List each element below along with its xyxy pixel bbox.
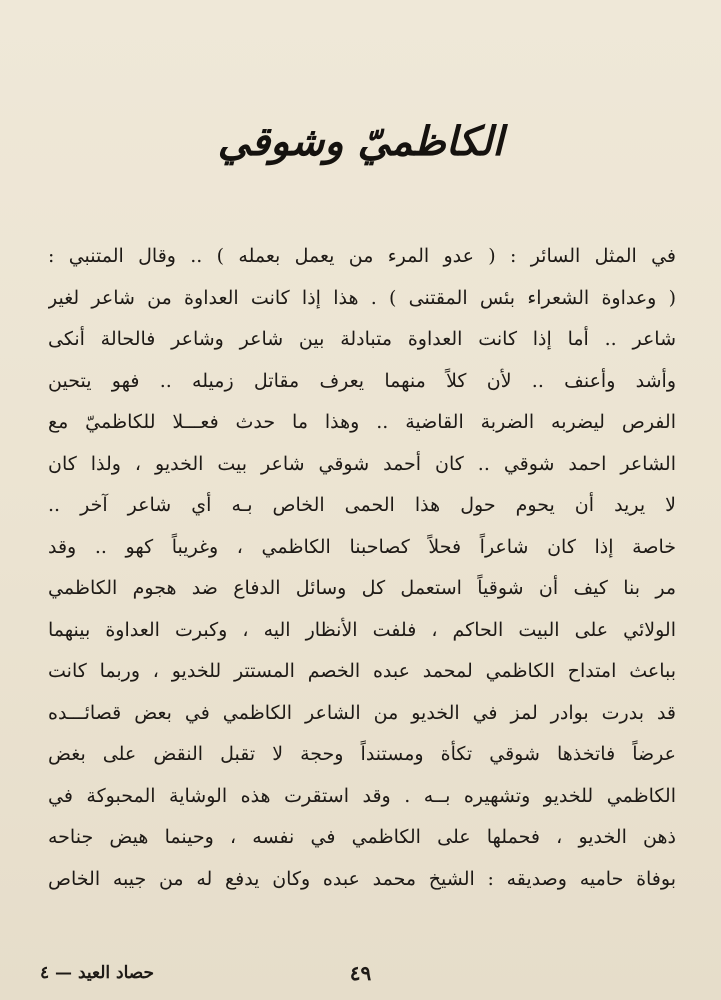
text-line: ( وعداوة الشعراء بئس المقتنى ) . هذا إذا كانت العداوة من شاعر لغير bbox=[48, 286, 676, 309]
text-line: الفرص ليضربه الضربة القاضية .. وهذا ما حدث فعـــلا للكاظميّ مع bbox=[48, 411, 676, 433]
text-line: شاعر .. أما إذا كانت العداوة متبادلة بين شاعر وشاعر فالحالة أنكى bbox=[48, 328, 676, 350]
text-line: الولائي على البيت الحاكم ، فلفت الأنظار اليه ، وكبرت العداوة بينهما bbox=[48, 618, 676, 641]
text-line: وأشد وأعنف .. لأن كلاً منهما يعرف مقاتل زميله .. فهو يتحين bbox=[48, 369, 676, 392]
text-line: ذهن الخديو ، فحملها على الكاظمي في نفسه ، وحينما هيض جناحه bbox=[48, 826, 676, 848]
text-line: في المثل السائر : ( عدو المرء من يعمل بعمله ) .. وقال المتنبي : bbox=[48, 245, 676, 267]
page-number: ٤٩ bbox=[349, 961, 372, 985]
text-line: الشاعر احمد شوقي .. كان أحمد شوقي شاعر بيت الخديو ، ولذا كان bbox=[48, 452, 676, 475]
text-line: الكاظمي للخديو وتشهيره بــه . وقد استقرت هذه الوشاية المحبوكة في bbox=[48, 784, 676, 807]
text-line: لا يريد أن يحوم حول هذا الحمى الخاص بـه أي شاعر آخر .. bbox=[48, 494, 676, 516]
chapter-title: الكاظميّ وشوقي bbox=[217, 118, 504, 165]
page-footer bbox=[0, 958, 721, 988]
text-line: بوفاة حاميه وصديقه : الشيخ محمد عبده وكان يدفع له من جيبه الخاص bbox=[48, 867, 676, 890]
text-line: مر بنا كيف أن شوقياً استعمل كل وسائل الدفاع ضد هجوم الكاظمي bbox=[48, 577, 676, 599]
text-line: قد بدرت بوادر لمز في الخديو من الشاعر الكاظمي في بعض قصائـــده bbox=[48, 701, 676, 724]
body-text bbox=[48, 236, 676, 900]
text-line: بباعث امتداح الكاظمي لمحمد عبده الخصم المستتر للخديو ، وربما كانت bbox=[48, 660, 676, 682]
book-signature: حصاد العيد — ٤ bbox=[40, 963, 155, 983]
text-line: خاصة إذا كان شاعراً فحلاً كصاحبنا الكاظمي ، وغريباً كهو .. وقد bbox=[48, 535, 676, 558]
text-line: عرضاً فاتخذها شوقي تكأة ومستنداً وحجة لا تقبل النقض على بغض bbox=[48, 743, 676, 765]
